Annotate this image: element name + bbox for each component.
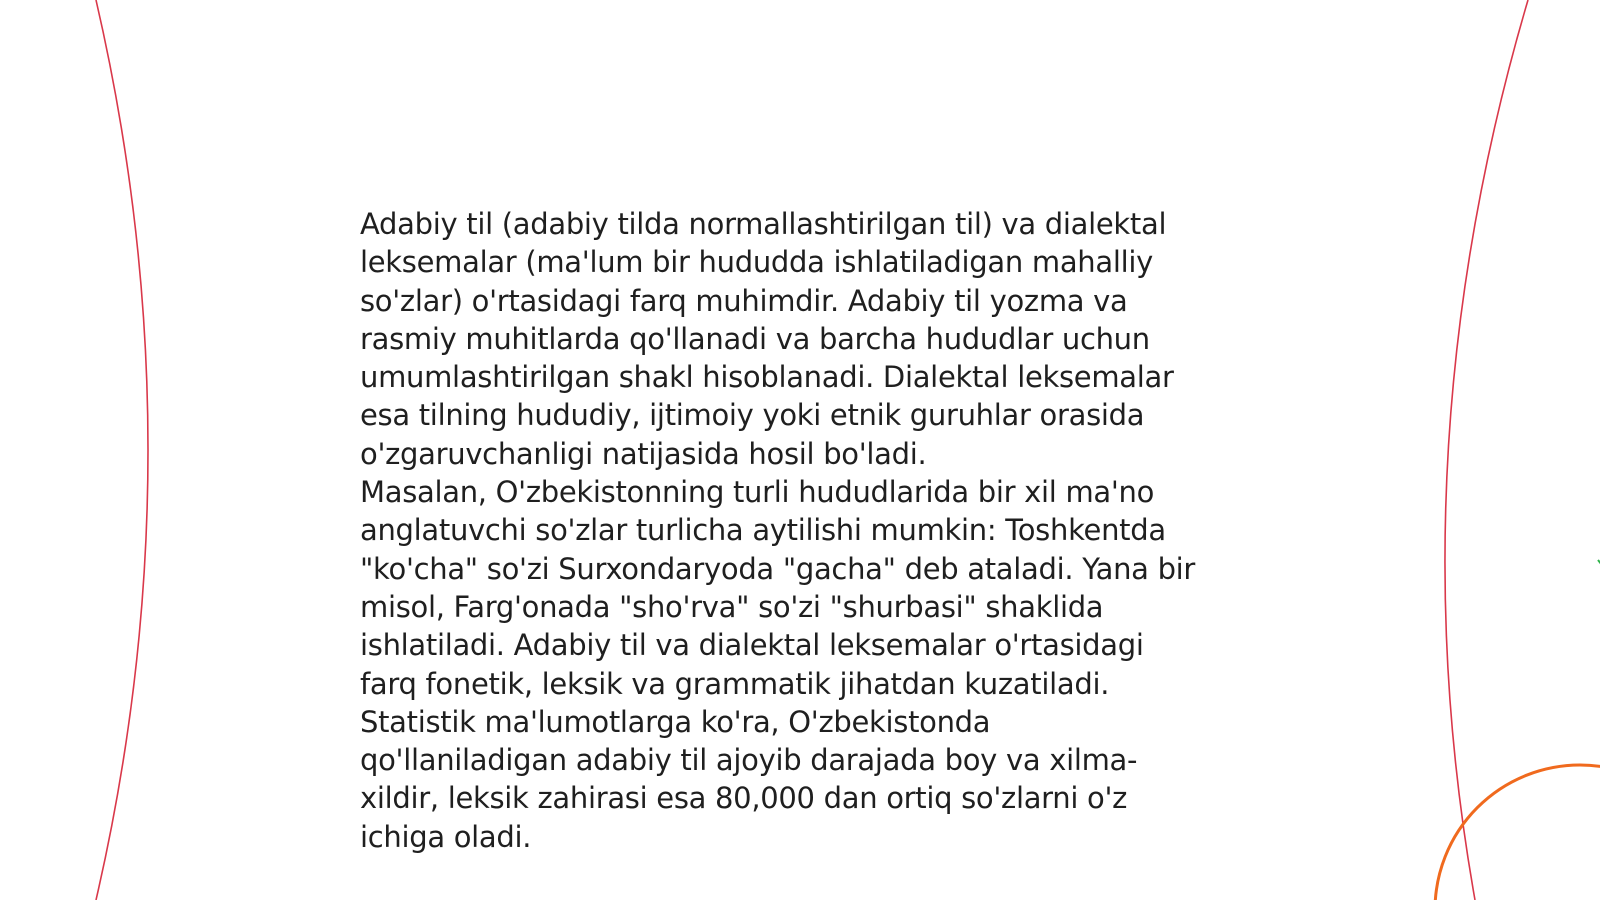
paragraph-examples: Masalan, O'zbekistonning turli hududlarida bir xil ma'no anglatuvchi so'zlar turlicha aytilishi mumkin: Toshkentda "ko'cha" so'zi Surxondaryoda "gacha" deb ataladi. Yana bir misol, Farg'onada "sho'rva" so'zi "shurbasi" shaklida ishlatiladi. Adabiy til va dialektal leksemalar o'rtasidagi farq fonetik, leksik va grammatik jihatdan kuzatiladi. bbox=[360, 475, 1196, 701]
paragraph-definition: Adabiy til (adabiy tilda normallashtirilgan til) va dialektal leksemalar (ma'lum bir hududda ishlatiladigan mahalliy so'zlar) o'rtasidagi farq muhimdir. Adabiy til yozma va rasmiy muhitlarda qo'llanadi va barcha hududlar uchun umumlashtirilgan shakl hisoblanadi. Dialektal leksemalar esa tilning hududiy, ijtimoiy yoki etnik guruhlar orasida o'zgaruvchanligi natijasida hosil bo'ladi. bbox=[360, 207, 1174, 471]
orange-circle-arc bbox=[1435, 765, 1600, 900]
body-text bbox=[360, 205, 1240, 856]
right-arc-line bbox=[1445, 0, 1528, 900]
left-arc-line bbox=[96, 0, 148, 900]
paragraph-statistics: Statistik ma'lumotlarga ko'ra, O'zbekistonda qo'llaniladigan adabiy til ajoyib darajada boy va xilma- xildir, leksik zahirasi esa 80,000 dan ortiq so'zlarni o'z ichiga oladi. bbox=[360, 704, 1138, 854]
